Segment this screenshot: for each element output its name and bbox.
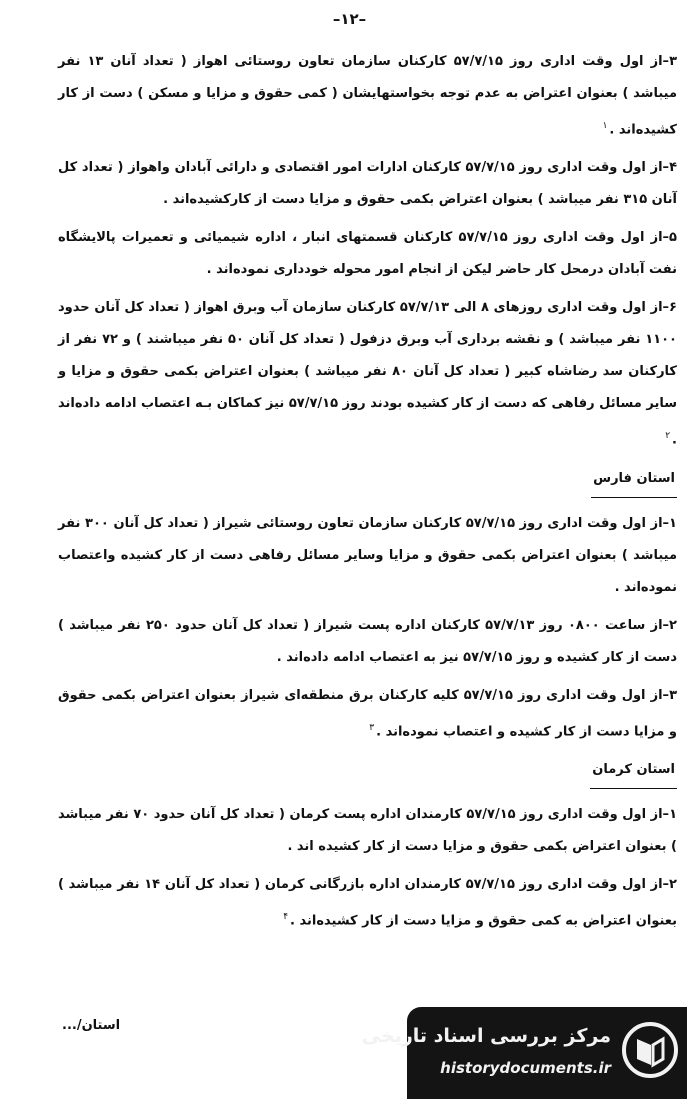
continuation-note: استان/... (62, 1018, 121, 1033)
paragraph-text: ۶–از اول وقت اداری روزهای ۸ الی ۵۷/۷/۱۳ کارکنان سازمان آب وبرق اهواز ( تعداد کل آنان حدود ۱۱۰۰ نفر میباشد ) و نقشه برداری آب وبرق دزفول ( تعداد کل آنان ۵۰ نفر میباشند ) و ۷۲ نفر از کارکنان سد رضاشاه کبیر ( تعداد کل آنان ۸۰ نفر میباشد ) بعنوان اعتراض بکمی حقوق و مزایا و سایر مسائل رفاهی که دست از کار کشیده بودند روز ۵۷/۷/۱۵ نیز کماکان بـه اعتصاب ادامه داده‌اند . (58, 300, 677, 448)
footnote-mark: ۱ (602, 121, 608, 131)
paragraph-item (58, 869, 677, 937)
paragraph-text: ۱–از اول وقت اداری روز ۵۷/۷/۱۵ کارکنان سازمان تعاون روستائی شیراز ( تعداد کل آنان ۳۰۰ نفر میباشد ) بعنوان اعتراض بکمی حقوق و مزایا وسایر مسائل رفاهی دست از کار کشیده واعتصاب نموده‌اند . (58, 515, 677, 595)
paragraph-item (58, 799, 677, 863)
archive-watermark (361, 1007, 687, 1099)
section-heading-text: استان فارس (591, 463, 677, 498)
paragraph-item (58, 610, 677, 674)
watermark-title: مرکز بررسی اسناد تاریخی (361, 1025, 611, 1047)
paragraph-text: ۳–از اول وقت اداری روز ۵۷/۷/۱۵ کارکنان سازمان تعاون روستائی اهواز ( تعداد آنان ۱۳ نفر میباشد ) بعنوان اعتراض به عدم توجه بخواستهایشان ( کمی حقوق و مزایا و مسکن ) دست از کار کشیده‌اند . (58, 54, 677, 138)
paragraph-item (58, 508, 677, 604)
paragraph-text: ۳–از اول وقت اداری روز ۵۷/۷/۱۵ کلیه کارکنان برق منطقه‌ای شیراز بعنوان اعتراض بکمی حقوق و مزایا دست از کار کشیده و اعتصاب نموده‌اند . (58, 687, 677, 739)
paragraph-text: ۱–از اول وقت اداری روز ۵۷/۷/۱۵ کارمندان اداره پست کرمان ( تعداد کل آنان حدود ۷۰ نفر میباشد ) بعنوان اعتراض بکمی حقوق و مزایا دست از کار کشیده اند . (58, 806, 677, 854)
page-number: –۱۲– (332, 10, 367, 28)
paragraph-item (58, 680, 677, 748)
section-heading-text: استان کرمان (590, 754, 677, 789)
paragraph-text: ۴–از اول وقت اداری روز ۵۷/۷/۱۵ کارکنان ادارات امور اقتصادی و دارائی آبادان واهواز ( تعداد کل آنان ۳۱۵ نفر میباشد ) بعنوان اعتراض بکمی حقوق و مزایا دست از کارکشیده‌اند . (58, 160, 677, 208)
document-body (58, 46, 677, 943)
footnote-mark: ۴ (283, 911, 289, 922)
paragraph-text: ۲–از اول وقت اداری روز ۵۷/۷/۱۵ کارمندان اداره بازرگانی کرمان ( تعداد کل آنان ۱۴ نفر میباشد ) بعنوان اعتراض به کمی حقوق و مزایا دست از کار کشیده‌اند . (58, 876, 677, 929)
paragraph-item (58, 152, 677, 216)
watermark-url: historydocuments.ir (440, 1059, 611, 1077)
paragraph-item (58, 292, 677, 456)
book-seal-icon (621, 1021, 679, 1079)
section-heading-fars (58, 463, 677, 498)
section-heading-kerman (58, 754, 677, 789)
paragraph-item (58, 46, 677, 146)
footnote-mark: ۳ (369, 722, 375, 733)
footnote-mark: ۲ (665, 431, 671, 442)
paragraph-item (58, 222, 677, 286)
paragraph-text: ۲–از ساعت ۰۸۰۰ روز ۵۷/۷/۱۳ کارکنان اداره پست شیراز ( تعداد کل آنان حدود ۲۵۰ نفر میباشد ) دست از کار کشیده و روز ۵۷/۷/۱۵ نیز به اعتصاب ادامه داده‌اند . (58, 617, 677, 665)
paragraph-text: ۵–از اول وقت اداری روز ۵۷/۷/۱۵ کارکنان قسمتهای انبار ، اداره شیمیائی و تعمیرات پالایشگاه نفت آبادان درمحل کار حاضر لیکن از انجام امور محوله خودداری نموده‌اند . (58, 230, 677, 278)
